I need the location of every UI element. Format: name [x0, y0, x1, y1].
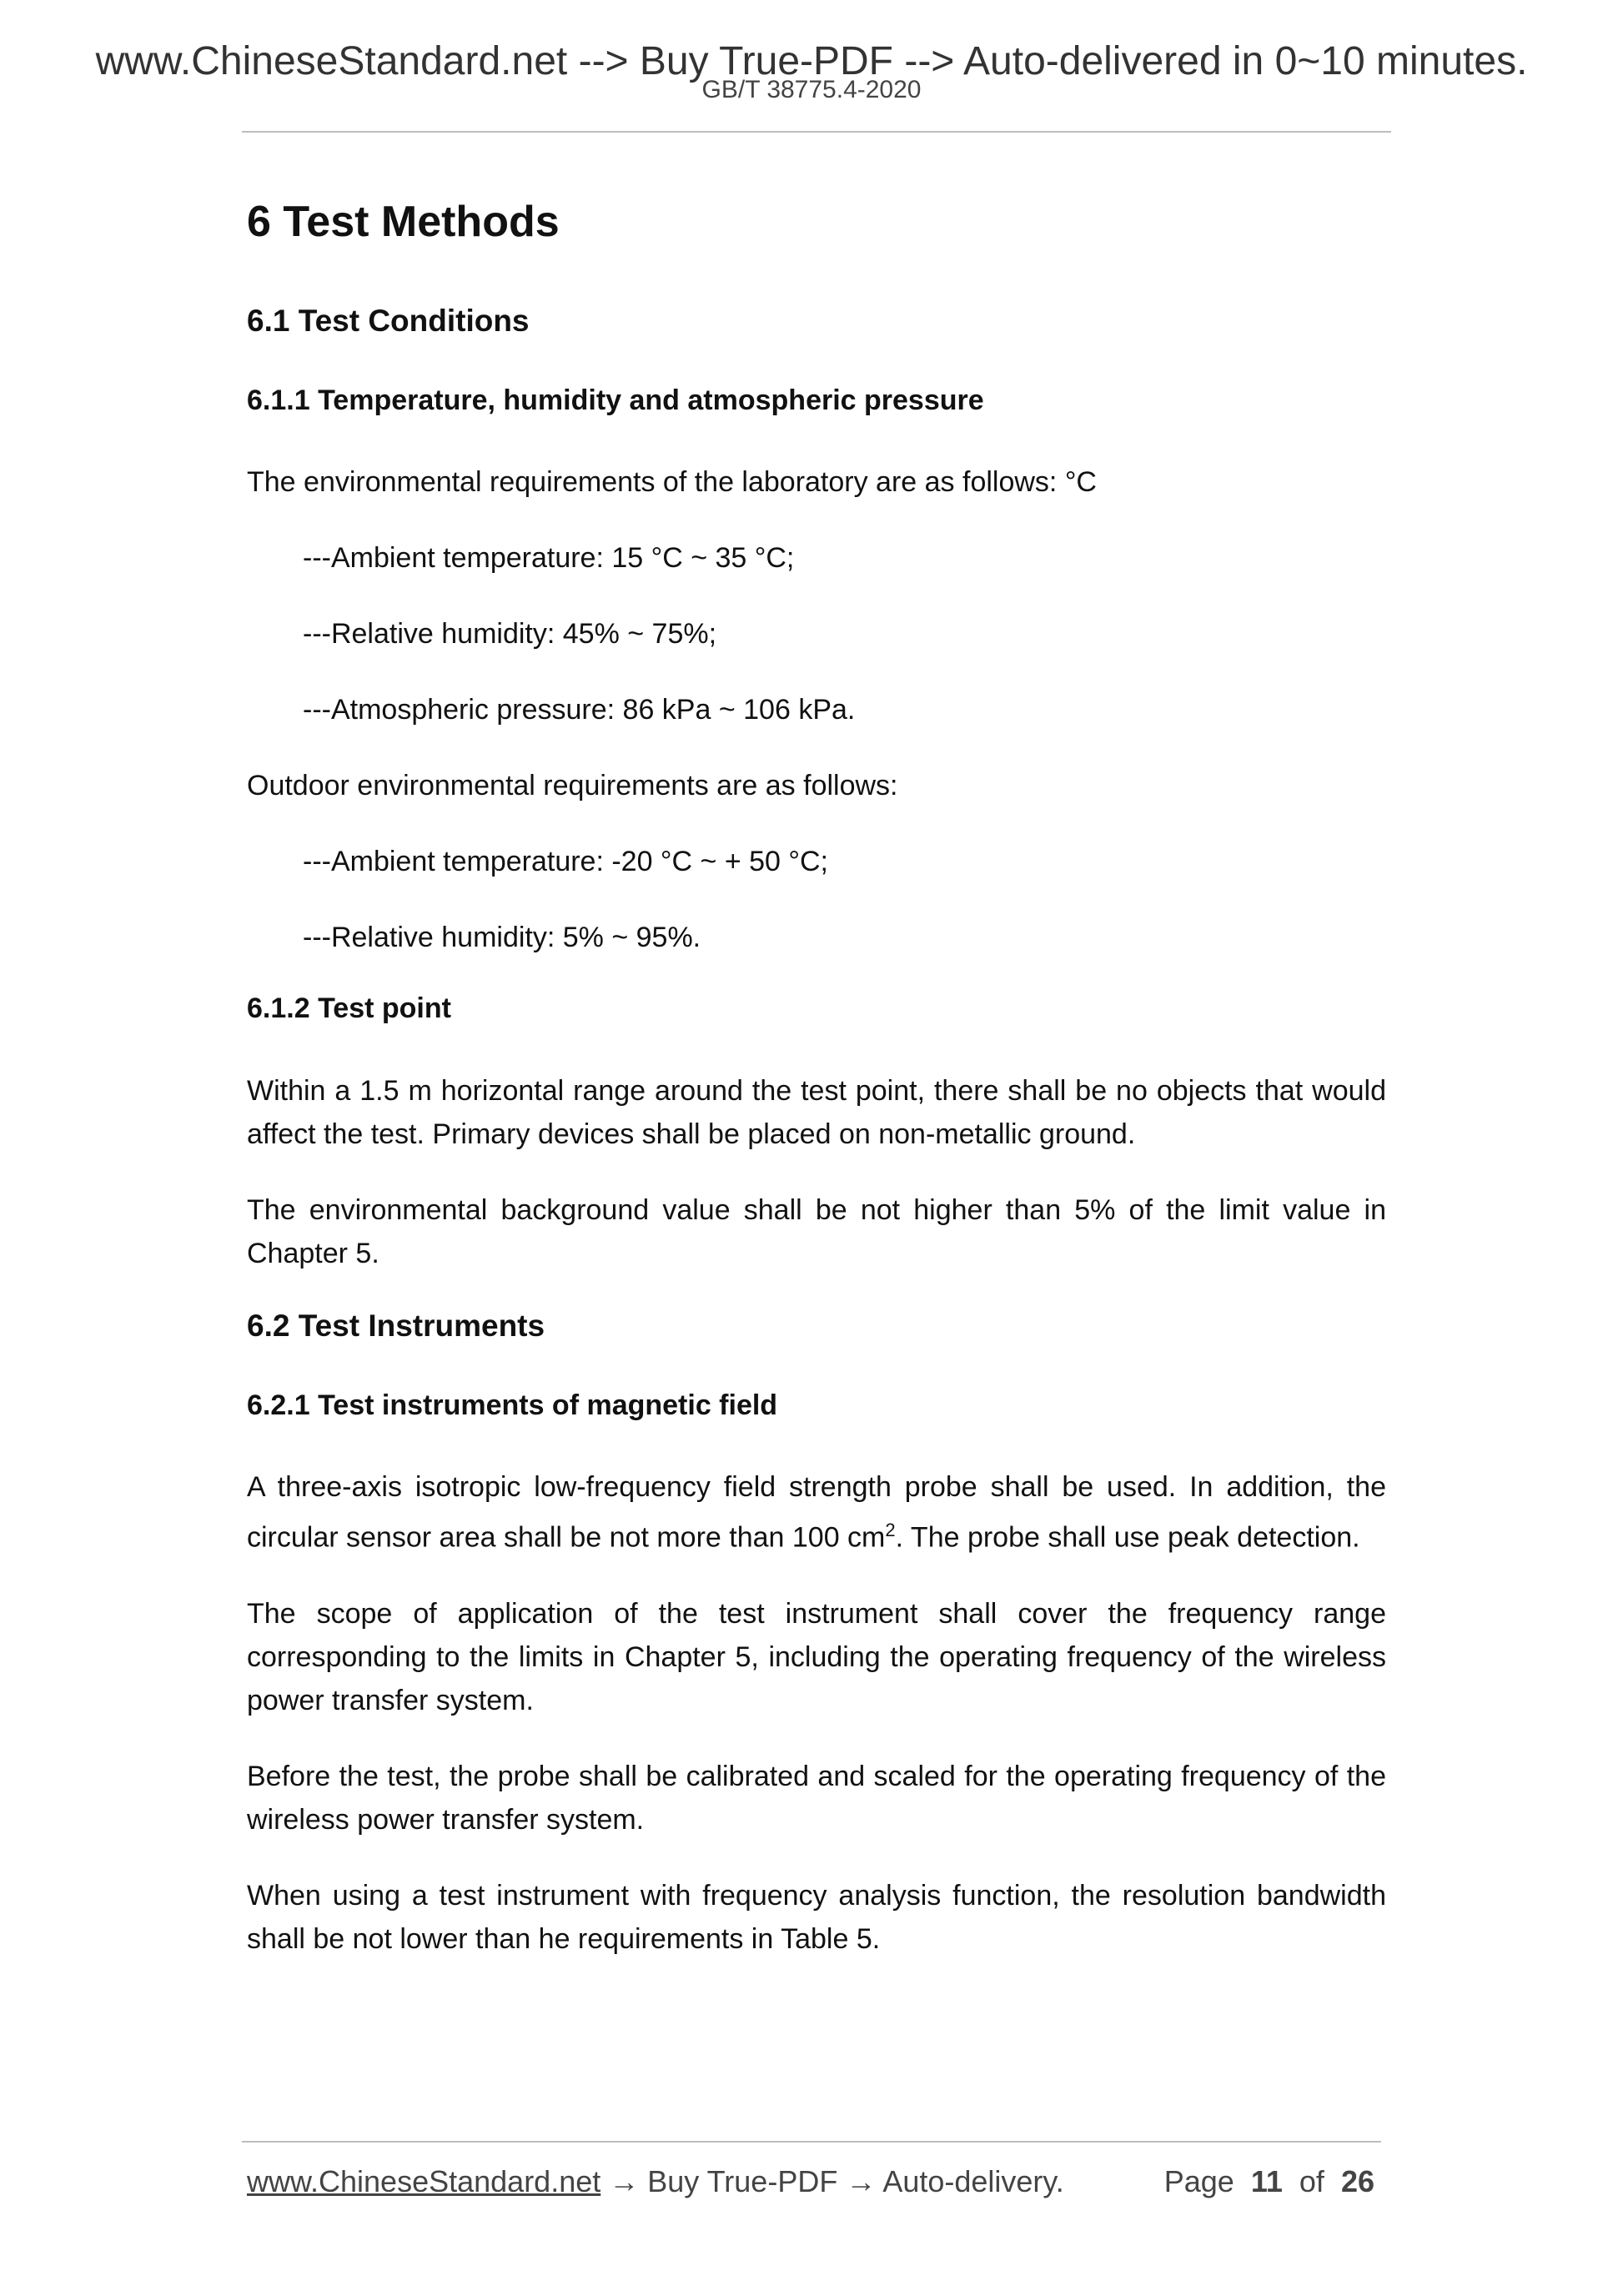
- probe-paragraph: [247, 1465, 1386, 1559]
- footer-site-link[interactable]: www.ChineseStandard.net: [247, 2164, 601, 2198]
- lab-requirements-intro: The environmental requirements of the laboratory are as follows: °C: [247, 466, 1097, 499]
- section-heading-6: 6 Test Methods: [247, 198, 560, 246]
- section-heading-6-1: 6.1 Test Conditions: [247, 304, 530, 339]
- page-label: Page: [1163, 2164, 1234, 2198]
- section-heading-6-2: 6.2 Test Instruments: [247, 1309, 545, 1344]
- probe-text-b: . The probe shall use peak detection.: [895, 1521, 1360, 1554]
- standard-id: GB/T 38775.4-2020: [701, 76, 922, 103]
- bandwidth-paragraph: When using a test instrument with frequency analysis function, the resolution bandwidth shall be not lower than he requirements in Table 5.: [247, 1879, 1386, 1955]
- outdoor-item-relative-humidity: ---Relative humidity: 5% ~ 95%.: [303, 922, 701, 954]
- header-banner: www.ChineseStandard.net --> Buy True-PDF --> Auto-delivered in 0~10 minutes.: [95, 39, 1528, 83]
- lab-item-relative-humidity: ---Relative humidity: 45% ~ 75%;: [303, 618, 717, 651]
- total-pages: 26: [1340, 2164, 1374, 2198]
- test-point-paragraph-1: Within a 1.5 m horizontal range around the test point, there shall be no objects that would affect the test. Primary devices shall be placed on non-metallic ground.: [247, 1075, 1386, 1151]
- section-heading-6-2-1: 6.2.1 Test instruments of magnetic field: [247, 1389, 778, 1421]
- outdoor-requirements-intro: Outdoor environmental requirements are as follows:: [247, 770, 898, 802]
- test-point-paragraph-2: The environmental background value shall be not higher than 5% of the limit value in Chapter 5.: [247, 1194, 1386, 1270]
- probe-superscript: 2: [885, 1520, 896, 1541]
- page-indicator: [1164, 2164, 1374, 2199]
- section-heading-6-1-1: 6.1.1 Temperature, humidity and atmospheric pressure: [247, 384, 984, 416]
- footer-divider: [242, 2141, 1381, 2143]
- scope-paragraph: The scope of application of the test instrument shall cover the frequency range corresponding to the limits in Chapter 5, including the operating frequency of the wireless power transfer system.: [247, 1597, 1386, 1716]
- outdoor-item-ambient-temperature: ---Ambient temperature: -20 °C ~ + 50 °C;: [303, 846, 828, 878]
- page-content: [247, 198, 1386, 1993]
- header-divider: [242, 131, 1391, 133]
- of-label: of: [1299, 2164, 1324, 2198]
- calibration-paragraph: Before the test, the probe shall be calibrated and scaled for the operating frequency of the wireless power transfer system.: [247, 1760, 1386, 1836]
- footer-left: [247, 2164, 1064, 2199]
- page-number: 11: [1250, 2164, 1283, 2198]
- section-heading-6-1-2: 6.1.2 Test point: [247, 992, 451, 1025]
- lab-item-atmospheric-pressure: ---Atmospheric pressure: 86 kPa ~ 106 kPa.: [303, 694, 856, 726]
- lab-item-ambient-temperature: ---Ambient temperature: 15 °C ~ 35 °C;: [303, 542, 795, 575]
- probe-text-a: A three-axis isotropic low-frequency field strength probe shall be used. In addition, the circular sensor area shall be not more than 100 cm: [247, 1471, 1386, 1554]
- footer-tagline: → Buy True-PDF → Auto-delivery.: [600, 2164, 1064, 2198]
